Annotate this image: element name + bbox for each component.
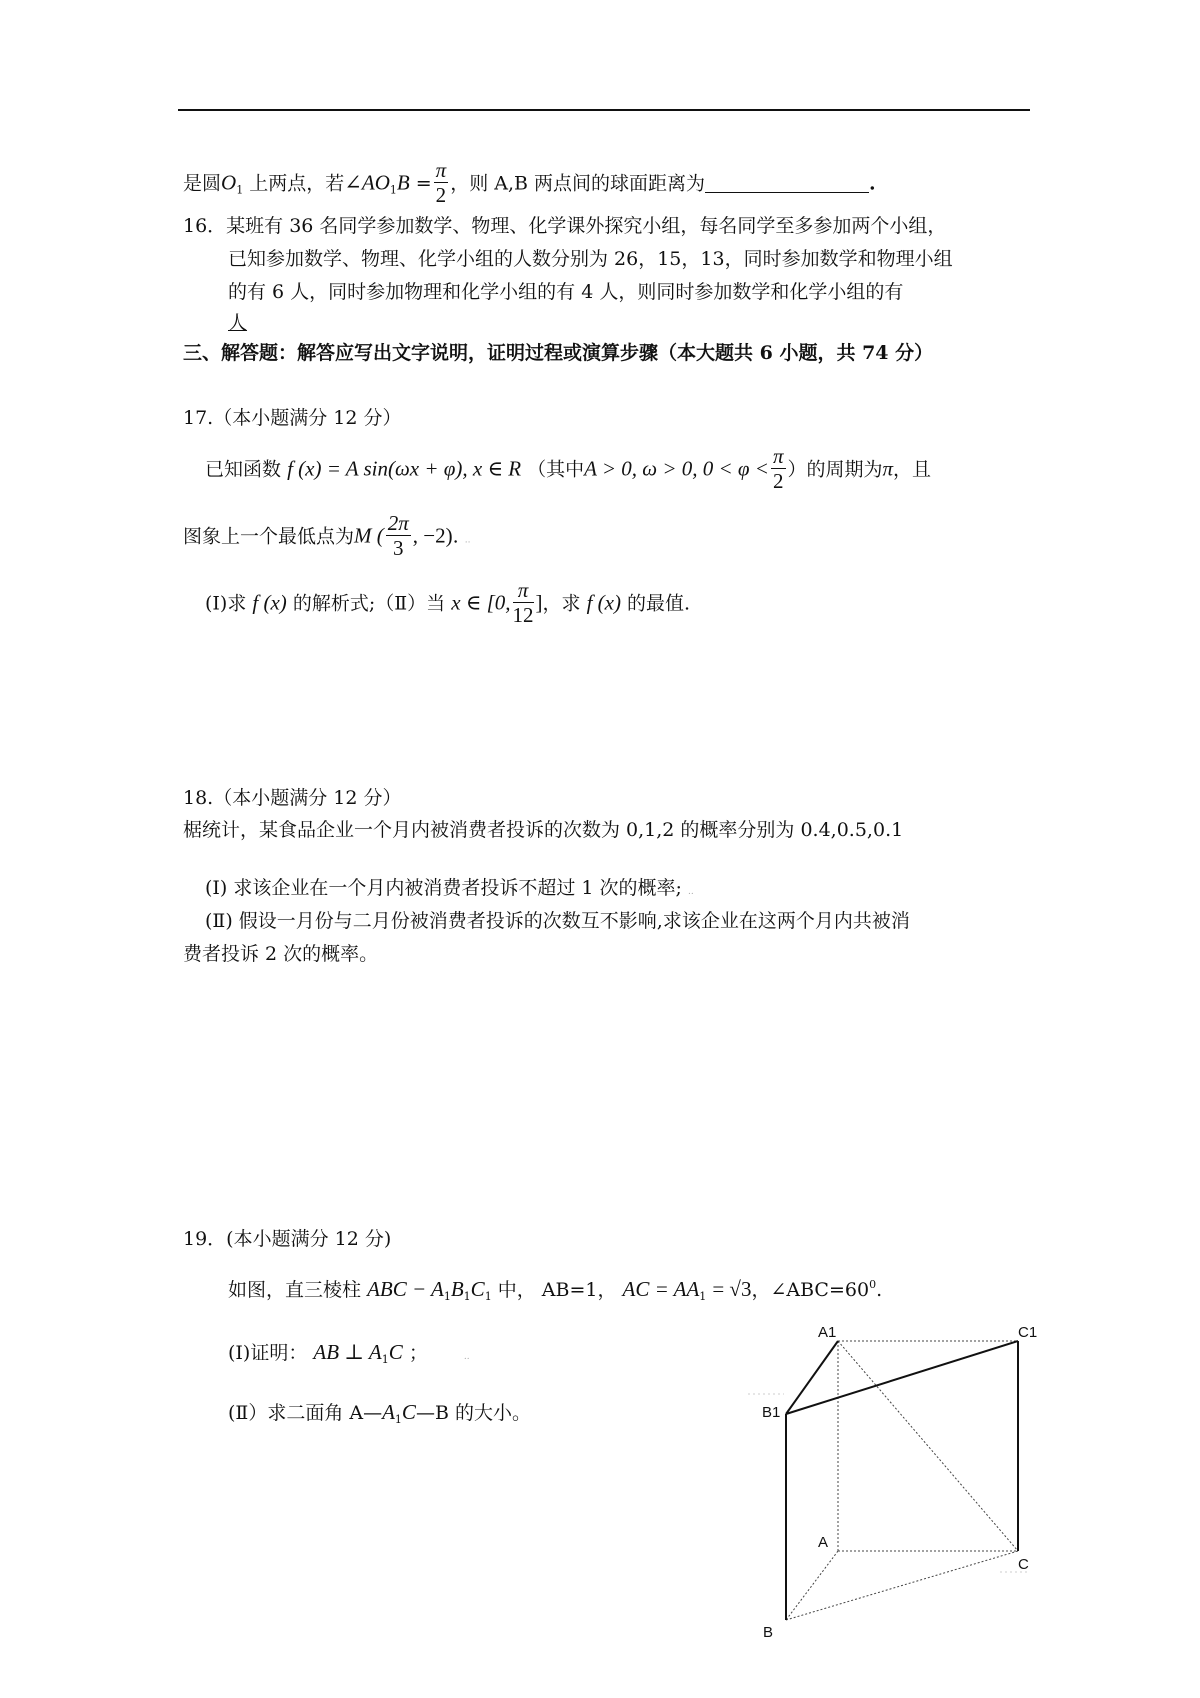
q17-line-1: 已知函数 f (x) = A sin(ωx + φ), x ∈ R （其中A > 0, ω > 0, 0 < φ < $\frac{\pi}{2}$ ）的周期为π，且	[205, 444, 932, 493]
sqrt-3: = √3	[712, 1277, 752, 1301]
q17-header: 17.（本小题满分 12 分）	[183, 407, 402, 429]
label-B: B	[763, 1624, 774, 1641]
point-M: M (	[354, 523, 384, 548]
fraction-pi-12: $\frac{\pi}{12}$	[512, 578, 534, 627]
section-heading: 三、解答题：解答应写出文字说明，证明过程或演算步骤（本大题共 6 小题，共 74 分）	[183, 342, 934, 364]
q19-part-1: (Ⅰ)证明： AB ⊥ $A_1C$ ； ..	[228, 1340, 470, 1366]
degree: 0	[869, 1278, 877, 1291]
angle-symbol: ∠	[344, 170, 362, 195]
q16-line-4: 人	[228, 312, 248, 334]
function-f: f (x)	[586, 590, 621, 615]
math-O: O	[221, 170, 237, 195]
equals: =	[409, 172, 432, 195]
perp-statement: AB ⊥ A	[313, 1340, 382, 1364]
edge-A1C	[838, 1341, 1018, 1551]
q15-text: ，则 A,B 两点间的球面距离为	[450, 172, 705, 195]
q16-line-2: 已知参加数学、物理、化学小组的人数分别为 26，15，13，同时参加数学和物理小组	[228, 248, 953, 270]
q18-part-1: (Ⅰ) 求该企业在一个月内被消费者投诉不超过 1 次的概率; ..	[205, 877, 694, 899]
q19-line-1: 如图，直三棱柱 ABC − $A_1B_1C_1$ 中， AB=1， AC = $AA_1 = √3$，$\angle ABC=60^0$.	[228, 1277, 883, 1303]
q19-header: 19．(本小题满分 12 分)	[183, 1228, 392, 1250]
edge-AB	[786, 1551, 838, 1620]
artifact-mark: ..	[688, 887, 694, 897]
interval: x ∈ [0,	[451, 590, 511, 615]
edge-B1C1	[786, 1341, 1018, 1414]
q16-line-1: 16．某班有 36 名同学参加数学、物理、化学课外探究小组，每名同学至多参加两个小组，	[183, 215, 947, 237]
fraction-pi-2: $\frac{\pi}{2}$	[772, 444, 784, 493]
label-C: C	[1018, 1556, 1029, 1573]
subscript: 1	[389, 183, 397, 197]
q18-part-2: (Ⅱ) 假设一月份与二月份被消费者投诉的次数互不影响,求该企业在这两个月内共被消	[205, 910, 910, 932]
q17-line-2: 图象上一个最低点为M ( $\frac{2\pi}{3}$ , −2). ..	[183, 511, 471, 560]
prism-name: ABC − A	[367, 1277, 444, 1301]
q19-part-2: (Ⅱ）求二面角 $A—A_1C—B$ 的大小。	[228, 1400, 531, 1426]
math-O: O	[374, 170, 390, 195]
subscript: 1	[236, 183, 244, 197]
edge-A1B1	[786, 1341, 838, 1414]
ac-equation: AC = AA	[622, 1277, 700, 1301]
label-A: A	[818, 1534, 829, 1551]
prism-figure	[740, 1320, 1060, 1650]
q15-text: 上两点，若	[249, 172, 345, 195]
q15-line	[183, 160, 876, 209]
pi: π	[882, 456, 894, 481]
fraction-2pi-3: $\frac{2\pi}{3}$	[387, 511, 409, 560]
q18-header: 18.（本小题满分 12 分）	[183, 787, 402, 809]
q18-part-2-cont: 费者投诉 2 次的概率。	[183, 943, 379, 965]
q16-line-3: 的有 6 人，同时参加物理和化学小组的有 4 人，则同时参加数学和化学小组的有	[228, 281, 904, 303]
function-f: f (x)	[252, 590, 287, 615]
math-A: A	[361, 170, 375, 195]
math-B: B	[396, 170, 410, 195]
q18-line-1: 椐统计，某食品企业一个月内被消费者投诉的次数为 0,1,2 的概率分别为 0.4,0.5,0.1	[183, 819, 904, 841]
header-rule	[178, 109, 1030, 111]
label-A1: A1	[818, 1324, 837, 1341]
function-formula: f (x) = A sin(ωx + φ), x ∈ R	[287, 456, 522, 481]
label-C1: C1	[1018, 1324, 1038, 1341]
fraction-pi-2: $\frac{\pi}{2}$	[435, 158, 447, 207]
q17-line-3: (Ⅰ)求 f (x) 的解析式;（Ⅱ）当 x ∈ [0, $\frac{\pi}{12}$ ]，求 f (x) 的最值.	[205, 578, 691, 627]
edge-BC	[786, 1551, 1018, 1620]
label-B1: B1	[762, 1404, 781, 1421]
condition-formula: A > 0, ω > 0, 0 < φ <	[584, 456, 769, 481]
q15-text: 是圆	[183, 172, 222, 195]
artifact-mark: ..	[463, 1352, 470, 1362]
artifact-mark: ..	[464, 535, 471, 546]
period: .	[869, 172, 876, 195]
answer-blank[interactable]	[705, 172, 869, 193]
